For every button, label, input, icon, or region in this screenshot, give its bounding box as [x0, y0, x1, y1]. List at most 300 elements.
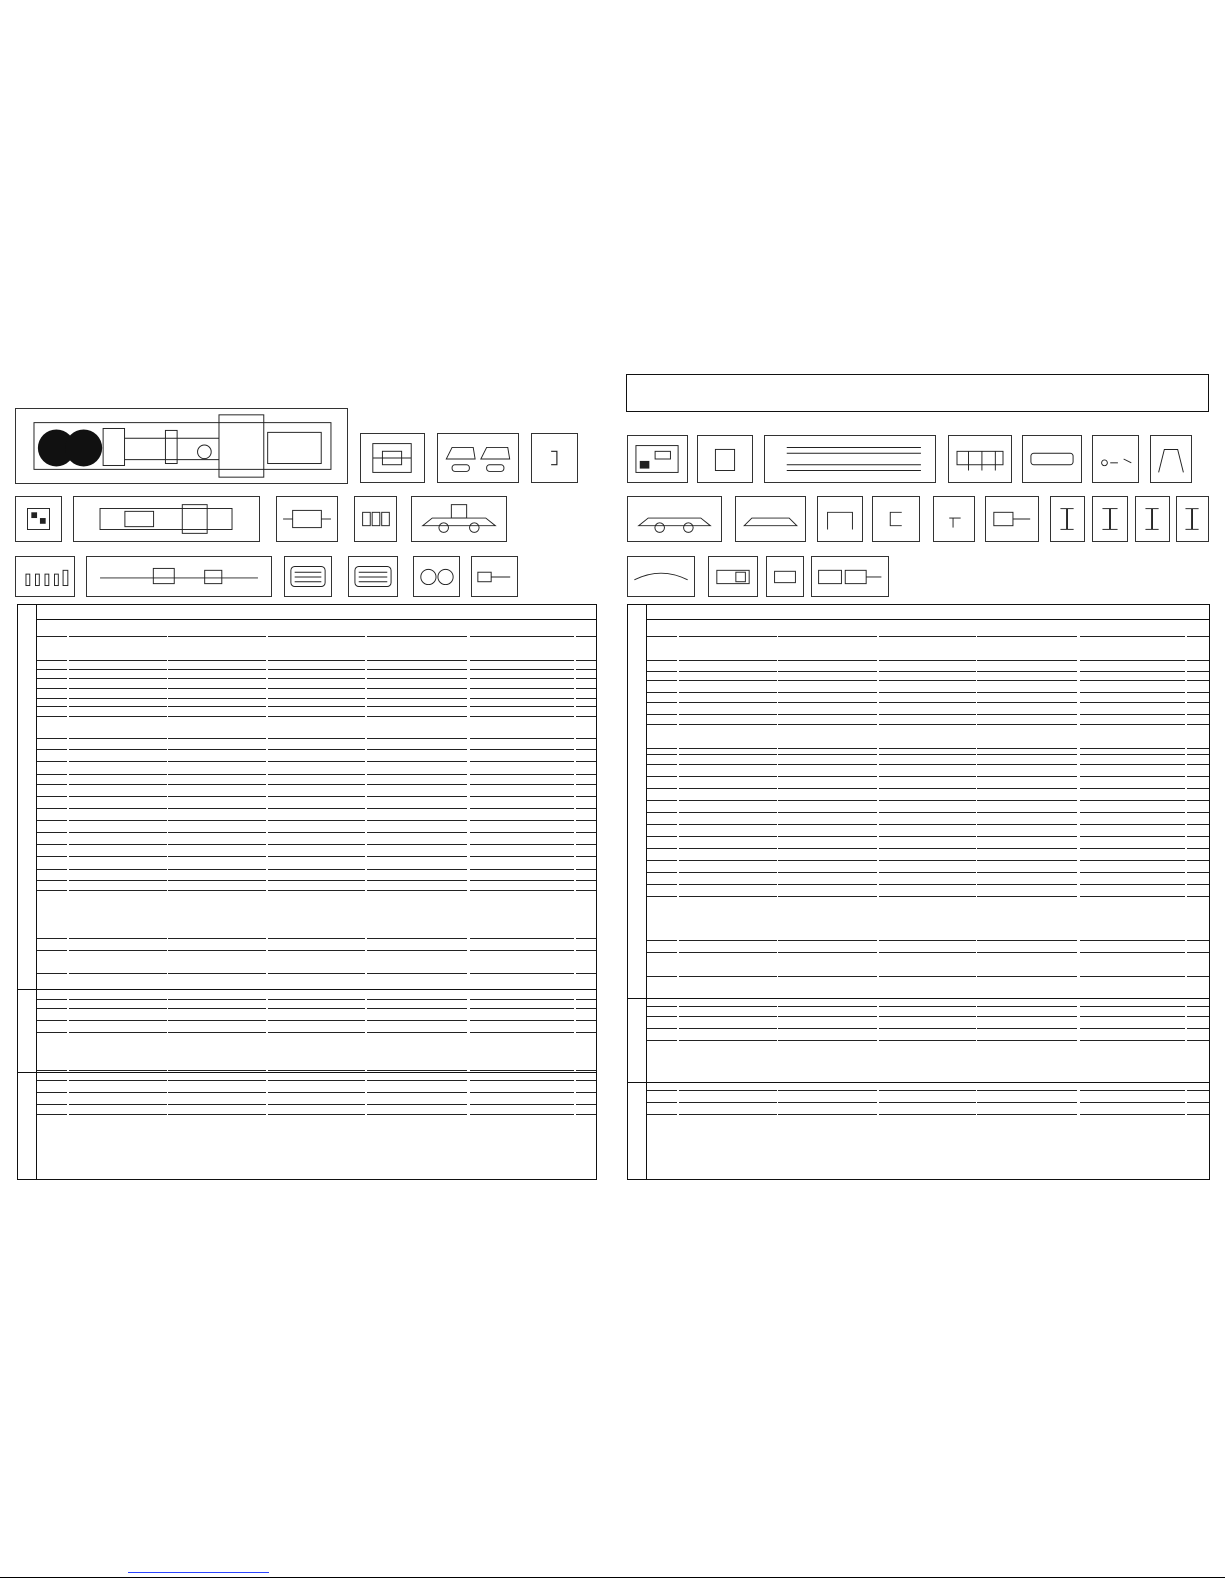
- table-cell-line: [37, 716, 67, 717]
- table-cell-line: [168, 832, 266, 833]
- speaker-grille-part-b: [348, 556, 398, 597]
- table-cell-line: [879, 1040, 976, 1041]
- table-cell-line: [1187, 1028, 1209, 1029]
- table-cell-line: [367, 832, 467, 833]
- power-truck-part: [411, 496, 507, 542]
- table-cell-line: [647, 940, 677, 941]
- table-cell-line: [679, 671, 777, 672]
- fuel-tank-part: [1022, 435, 1082, 483]
- table-cell-line: [576, 869, 596, 870]
- connector-board-part: [708, 556, 758, 597]
- table-cell-line: [168, 1114, 266, 1115]
- table-cell-line: [367, 716, 467, 717]
- spring-strip-drawing: [628, 557, 694, 596]
- table-cell-line: [470, 1032, 574, 1033]
- table-cell-line: [1187, 788, 1209, 789]
- table-cell-line: [268, 796, 365, 797]
- table-cell-line: [1187, 952, 1209, 953]
- table-cell-line: [470, 808, 574, 809]
- table-cell-line: [778, 884, 877, 885]
- table-cell-line: [977, 776, 1077, 777]
- table-cell-line: [268, 832, 365, 833]
- table-cell-line: [1080, 836, 1185, 837]
- table-cell-line: [69, 1080, 167, 1081]
- wheelset-part-d: [1176, 496, 1209, 542]
- parts-list-table-left: [17, 604, 597, 1180]
- coupler-drawing: [472, 557, 517, 596]
- table-cell-line: [647, 1114, 677, 1115]
- table-cell-line: [268, 738, 365, 739]
- table-cell-line: [168, 844, 266, 845]
- table-cell-line: [679, 636, 777, 637]
- table-cell-line: [576, 999, 596, 1000]
- coupler-part: [471, 556, 518, 597]
- table-cell-line: [1080, 702, 1185, 703]
- table-cell-line: [1187, 702, 1209, 703]
- table-cell-line: [576, 688, 596, 689]
- table-cell-line: [69, 698, 167, 699]
- table-cell-line: [576, 1080, 596, 1081]
- table-cell-line: [168, 688, 266, 689]
- table-cell-line: [367, 1070, 467, 1071]
- table-cell-line: [778, 702, 877, 703]
- table-cell-line: [470, 880, 574, 881]
- table-cell-line: [977, 940, 1077, 941]
- table-cell-line: [37, 844, 67, 845]
- table-cell-line: [977, 848, 1077, 849]
- table-cell-line: [268, 999, 365, 1000]
- table-cell-line: [367, 669, 467, 670]
- table-cell-line: [470, 950, 574, 951]
- table-cell-line: [367, 678, 467, 679]
- table-cell-line: [679, 776, 777, 777]
- table-cell-line: [37, 1032, 67, 1033]
- table-cell-line: [268, 1020, 365, 1021]
- table-cell-line: [576, 774, 596, 775]
- table-cell-line: [879, 872, 976, 873]
- table-cell-line: [69, 716, 167, 717]
- table-cell-line: [1080, 976, 1185, 977]
- table-cell-line: [470, 999, 574, 1000]
- table-cell-line: [778, 754, 877, 755]
- table-cell-line: [1187, 800, 1209, 801]
- table-cell-line: [367, 749, 467, 750]
- table-cell-line: [69, 678, 167, 679]
- table-cell-line: [647, 754, 677, 755]
- table-cell-line: [647, 800, 677, 801]
- table-cell-line: [168, 716, 266, 717]
- table-cell-line: [879, 714, 976, 715]
- wheelset-c-drawing: [1136, 497, 1169, 541]
- table-cell-line: [37, 761, 67, 762]
- table-cell-line: [37, 1104, 67, 1105]
- speaker-grille-part-a: [284, 556, 332, 597]
- table-cell-line: [69, 890, 167, 891]
- table-cell-line: [268, 688, 365, 689]
- table-cell-line: [367, 1008, 467, 1009]
- table-side-column: [628, 605, 647, 1179]
- table-cell-line: [37, 890, 67, 891]
- table-cell-line: [69, 856, 167, 857]
- table-cell-line: [679, 812, 777, 813]
- table-cell-line: [470, 716, 574, 717]
- flywheel-pair-part: [413, 556, 460, 597]
- table-cell-line: [268, 973, 365, 974]
- table-cell-line: [367, 890, 467, 891]
- table-cell-line: [268, 856, 365, 857]
- table-cell-line: [647, 896, 677, 897]
- table-cell-line: [168, 1092, 266, 1093]
- table-cell-line: [778, 836, 877, 837]
- table-cell-line: [977, 636, 1077, 637]
- table-cell-line: [879, 940, 976, 941]
- table-cell-line: [37, 856, 67, 857]
- table-cell-line: [367, 784, 467, 785]
- table-cell-line: [367, 738, 467, 739]
- table-cell-line: [37, 738, 67, 739]
- table-cell-line: [879, 800, 976, 801]
- table-cell-line: [470, 844, 574, 845]
- table-cell-line: [977, 1006, 1077, 1007]
- table-cell-line: [37, 688, 67, 689]
- table-cell-line: [367, 796, 467, 797]
- table-cell-line: [268, 774, 365, 775]
- table-cell-line: [1080, 1040, 1185, 1041]
- table-cell-line: [268, 636, 365, 637]
- table-cell-line: [576, 669, 596, 670]
- table-cell-line: [1080, 680, 1185, 681]
- bogie-mount-drawing: [361, 434, 424, 482]
- table-cell-line: [37, 1080, 67, 1081]
- table-cell-line: [470, 796, 574, 797]
- table-cell-line: [679, 1102, 777, 1103]
- section-divider: [18, 1072, 596, 1073]
- table-cell-line: [69, 669, 167, 670]
- table-cell-line: [1187, 764, 1209, 765]
- table-cell-line: [168, 1070, 266, 1071]
- table-cell-line: [470, 749, 574, 750]
- table-cell-line: [367, 1104, 467, 1105]
- table-cell-line: [367, 1080, 467, 1081]
- table-cell-line: [1187, 812, 1209, 813]
- table-cell-line: [576, 1008, 596, 1009]
- table-cell-line: [977, 860, 1077, 861]
- table-cell-line: [879, 724, 976, 725]
- table-cell-line: [977, 976, 1077, 977]
- table-cell-line: [879, 764, 976, 765]
- table-cell-line: [168, 678, 266, 679]
- table-cell-line: [679, 848, 777, 849]
- table-header-divider: [646, 619, 1209, 620]
- table-cell-line: [977, 872, 1077, 873]
- table-cell-line: [778, 800, 877, 801]
- table-cell-line: [1080, 824, 1185, 825]
- table-cell-line: [168, 1020, 266, 1021]
- table-cell-line: [1187, 1102, 1209, 1103]
- table-cell-line: [37, 973, 67, 974]
- table-cell-line: [69, 688, 167, 689]
- table-cell-line: [879, 884, 976, 885]
- table-cell-line: [778, 1102, 877, 1103]
- table-cell-line: [69, 706, 167, 707]
- table-cell-line: [879, 671, 976, 672]
- table-cell-line: [1187, 671, 1209, 672]
- table-cell-line: [37, 1092, 67, 1093]
- table-cell-line: [647, 748, 677, 749]
- table-cell-line: [69, 1104, 167, 1105]
- table-cell-line: [576, 1070, 596, 1071]
- table-cell-line: [679, 764, 777, 765]
- table-cell-line: [37, 1008, 67, 1009]
- table-cell-line: [37, 820, 67, 821]
- table-cell-line: [1080, 884, 1185, 885]
- handrail-set-part: [764, 435, 936, 483]
- table-cell-line: [679, 748, 777, 749]
- table-cell-line: [977, 884, 1077, 885]
- hook-drawing: [532, 434, 577, 482]
- table-cell-line: [367, 1114, 467, 1115]
- table-cell-line: [1080, 660, 1185, 661]
- table-cell-line: [1187, 860, 1209, 861]
- table-cell-line: [778, 714, 877, 715]
- table-cell-line: [367, 973, 467, 974]
- table-cell-line: [470, 973, 574, 974]
- table-cell-line: [679, 1090, 777, 1091]
- table-cell-line: [470, 820, 574, 821]
- table-cell-line: [679, 824, 777, 825]
- table-cell-line: [1080, 848, 1185, 849]
- table-cell-line: [69, 973, 167, 974]
- wheelset-d-drawing: [1177, 497, 1208, 541]
- table-cell-line: [268, 1032, 365, 1033]
- table-cell-line: [647, 702, 677, 703]
- table-cell-line: [576, 856, 596, 857]
- table-cell-line: [879, 660, 976, 661]
- table-cell-line: [647, 812, 677, 813]
- table-cell-line: [268, 716, 365, 717]
- table-cell-line: [647, 788, 677, 789]
- table-cell-line: [168, 636, 266, 637]
- table-cell-line: [470, 669, 574, 670]
- wheelset-part-a: [1050, 496, 1085, 542]
- table-cell-line: [470, 856, 574, 857]
- table-cell-line: [268, 938, 365, 939]
- table-cell-line: [778, 848, 877, 849]
- table-cell-line: [679, 952, 777, 953]
- table-cell-line: [778, 1040, 877, 1041]
- clip-part: [872, 496, 920, 542]
- table-cell-line: [69, 1020, 167, 1021]
- table-cell-line: [367, 660, 467, 661]
- table-cell-line: [778, 680, 877, 681]
- table-cell-line: [1187, 692, 1209, 693]
- table-cell-line: [879, 836, 976, 837]
- table-cell-line: [778, 940, 877, 941]
- speaker-grille-a-drawing: [285, 557, 331, 596]
- table-cell-line: [879, 860, 976, 861]
- table-cell-line: [37, 678, 67, 679]
- table-cell-line: [367, 869, 467, 870]
- table-cell-line: [367, 950, 467, 951]
- table-cell-line: [367, 880, 467, 881]
- table-cell-line: [69, 820, 167, 821]
- table-cell-line: [1187, 896, 1209, 897]
- parts-list-table-right: [627, 604, 1210, 1180]
- table-cell-line: [679, 800, 777, 801]
- table-cell-line: [268, 669, 365, 670]
- table-cell-line: [1080, 671, 1185, 672]
- table-cell-line: [679, 1016, 777, 1017]
- table-cell-line: [69, 999, 167, 1000]
- hook-part: [531, 433, 578, 483]
- section-divider: [628, 998, 1209, 999]
- table-cell-line: [367, 774, 467, 775]
- table-cell-line: [679, 702, 777, 703]
- table-cell-line: [37, 938, 67, 939]
- table-cell-line: [1187, 1090, 1209, 1091]
- table-cell-line: [679, 714, 777, 715]
- pin-drawing: [934, 497, 974, 541]
- table-cell-line: [1187, 848, 1209, 849]
- table-cell-line: [576, 1092, 596, 1093]
- table-cell-line: [470, 678, 574, 679]
- table-cell-line: [367, 636, 467, 637]
- table-cell-line: [879, 848, 976, 849]
- table-cell-line: [268, 880, 365, 881]
- table-cell-line: [470, 774, 574, 775]
- step-frame-part: [948, 435, 1012, 483]
- table-cell-line: [1080, 1090, 1185, 1091]
- wheelset-part-b: [1092, 496, 1128, 542]
- table-cell-line: [679, 896, 777, 897]
- table-cell-line: [778, 824, 877, 825]
- chassis-frame-part: [15, 408, 348, 484]
- table-cell-line: [37, 698, 67, 699]
- table-cell-line: [1187, 754, 1209, 755]
- table-header-divider: [36, 619, 596, 620]
- table-cell-line: [977, 680, 1077, 681]
- table-cell-line: [168, 784, 266, 785]
- motor-frame-part: [73, 496, 260, 542]
- table-cell-line: [647, 714, 677, 715]
- table-cell-line: [168, 999, 266, 1000]
- table-cell-line: [69, 950, 167, 951]
- table-cell-line: [576, 1020, 596, 1021]
- table-cell-line: [977, 1114, 1077, 1115]
- table-cell-line: [977, 671, 1077, 672]
- table-cell-line: [168, 820, 266, 821]
- table-cell-line: [879, 702, 976, 703]
- table-cell-line: [1080, 800, 1185, 801]
- table-cell-line: [647, 1016, 677, 1017]
- table-cell-line: [470, 1092, 574, 1093]
- table-cell-line: [879, 1028, 976, 1029]
- table-cell-line: [977, 952, 1077, 953]
- table-cell-line: [576, 1032, 596, 1033]
- table-cell-line: [576, 716, 596, 717]
- table-cell-line: [37, 880, 67, 881]
- page-header-box: [626, 374, 1209, 412]
- table-cell-line: [1187, 884, 1209, 885]
- table-cell-line: [977, 836, 1077, 837]
- table-cell-line: [977, 788, 1077, 789]
- table-cell-line: [977, 714, 1077, 715]
- table-cell-line: [470, 1114, 574, 1115]
- small-fittings-drawing: [1093, 436, 1138, 482]
- wheelset-a-drawing: [1051, 497, 1084, 541]
- table-cell-line: [778, 976, 877, 977]
- table-cell-line: [168, 1008, 266, 1009]
- table-cell-line: [1187, 976, 1209, 977]
- table-cell-line: [268, 1070, 365, 1071]
- table-cell-line: [1080, 1114, 1185, 1115]
- table-cell-line: [647, 1040, 677, 1041]
- table-cell-line: [1080, 754, 1185, 755]
- table-cell-line: [470, 698, 574, 699]
- table-cell-line: [778, 724, 877, 725]
- table-cell-line: [1187, 724, 1209, 725]
- table-cell-line: [576, 950, 596, 951]
- table-cell-line: [69, 1070, 167, 1071]
- drawbar-part: [817, 496, 863, 542]
- table-cell-line: [879, 1090, 976, 1091]
- table-cell-line: [470, 1104, 574, 1105]
- section-divider: [628, 1082, 1209, 1083]
- table-cell-line: [576, 698, 596, 699]
- table-cell-line: [168, 869, 266, 870]
- table-cell-line: [1187, 872, 1209, 873]
- table-cell-line: [367, 698, 467, 699]
- table-cell-line: [647, 671, 677, 672]
- front-truck-drawing: [628, 497, 721, 541]
- pin-part: [933, 496, 975, 542]
- table-cell-line: [1187, 824, 1209, 825]
- table-cell-line: [470, 660, 574, 661]
- table-cell-line: [37, 796, 67, 797]
- footer-link[interactable]: [128, 1572, 269, 1573]
- table-cell-line: [879, 824, 976, 825]
- table-cell-line: [977, 1040, 1077, 1041]
- table-cell-line: [268, 761, 365, 762]
- table-cell-line: [879, 754, 976, 755]
- table-cell-line: [778, 1114, 877, 1115]
- table-cell-line: [367, 999, 467, 1000]
- table-cell-line: [69, 774, 167, 775]
- table-cell-line: [1187, 714, 1209, 715]
- table-cell-line: [679, 860, 777, 861]
- window-frame-part: [697, 435, 753, 483]
- table-cell-line: [470, 738, 574, 739]
- table-cell-line: [576, 820, 596, 821]
- table-cell-line: [168, 890, 266, 891]
- section-divider: [18, 989, 596, 990]
- table-cell-line: [879, 636, 976, 637]
- wiring-harness-drawing: [986, 497, 1038, 541]
- gear-set-drawing: [355, 497, 396, 541]
- spring-strip-part: [627, 556, 695, 597]
- bogie-mount-part: [360, 433, 425, 483]
- table-cell-line: [367, 1092, 467, 1093]
- table-cell-line: [69, 1032, 167, 1033]
- table-cell-line: [268, 808, 365, 809]
- table-cell-line: [778, 764, 877, 765]
- table-cell-line: [268, 1080, 365, 1081]
- table-cell-line: [69, 1008, 167, 1009]
- window-frame-drawing: [698, 436, 752, 482]
- table-cell-line: [647, 872, 677, 873]
- table-cell-line: [576, 738, 596, 739]
- decoder-board-drawing: [812, 557, 888, 596]
